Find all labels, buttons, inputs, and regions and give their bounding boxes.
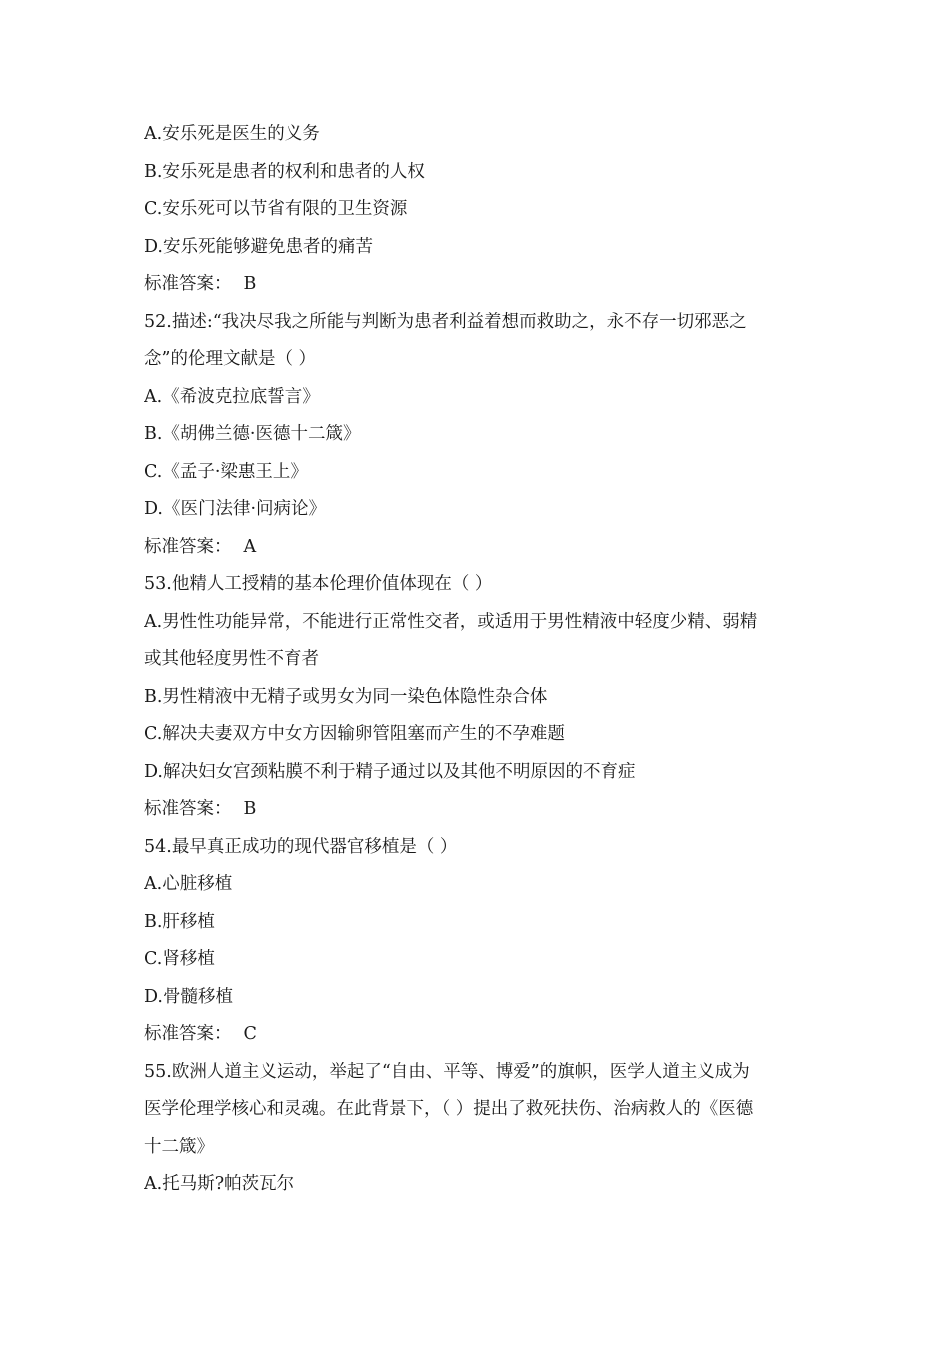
answer-label: 标准答案： (144, 799, 232, 819)
q54-stem: 54.最早真正成功的现代器官移植是（ ） (144, 836, 458, 857)
document-page (144, 116, 812, 1204)
q51-option-b: B.安乐死是患者的权利和患者的人权 (144, 161, 425, 182)
answer-label: 标准答案： (144, 1024, 232, 1044)
q53-option-d: D.解决妇女宫颈粘膜不利于精子通过以及其他不明原因的不育症 (144, 761, 636, 782)
q53-option-c: C.解决夫妻双方中女方因输卵管阻塞而产生的不孕难题 (144, 724, 565, 744)
q51-option-c: C.安乐死可以节省有限的卫生资源 (144, 199, 408, 219)
q52-option-c: C.《孟子·梁惠王上》 (144, 461, 308, 482)
q55-option-a: A.托马斯?帕茨瓦尔 (144, 1174, 295, 1194)
q54-option-a: A.心脏移植 (144, 874, 233, 894)
q55-stem-line-3: 十二箴》 (144, 1136, 214, 1157)
q53-answer (144, 791, 812, 829)
q52-stem-line-2: 念”的伦理文献是（ ） (144, 349, 317, 369)
q52-option-b: B.《胡佛兰德·医德十二箴》 (144, 424, 361, 444)
answer-value: B (243, 274, 257, 294)
q52-answer (144, 529, 812, 567)
q53-stem: 53.他精人工授精的基本伦理价值体现在（ ） (144, 574, 493, 594)
q54-option-b: B.肝移植 (144, 911, 215, 932)
q53-option-b: B.男性精液中无精子或男女为同一染色体隐性杂合体 (144, 686, 548, 707)
q54-option-d: D.骨髓移植 (144, 986, 233, 1007)
q52-stem-line-1: 52.描述:“我决尽我之所能与判断为患者利益着想而救助之，永不存一切邪恶之 (144, 311, 747, 332)
answer-label: 标准答案： (144, 274, 232, 294)
q54-option-c: C.肾移植 (144, 949, 215, 969)
answer-value: B (243, 799, 257, 819)
answer-value: A (243, 536, 257, 557)
q51-answer (144, 266, 812, 304)
q53-option-a-line-1: A.男性性功能异常，不能进行正常性交者，或适用于男性精液中轻度少精、弱精 (144, 611, 758, 632)
q52-option-d: D.《医门法律·问病论》 (144, 499, 327, 519)
q52-option-a: A.《希波克拉底誓言》 (144, 386, 320, 407)
q51-option-d: D.安乐死能够避免患者的痛苦 (144, 236, 373, 257)
q55-stem-line-1: 55.欧洲人道主义运动，举起了“自由、平等、博爱”的旗帜，医学人道主义成为 (144, 1061, 750, 1082)
answer-label: 标准答案： (144, 536, 232, 557)
answer-value: C (243, 1024, 257, 1044)
q53-option-a-line-2: 或其他轻度男性不育者 (144, 649, 319, 669)
q54-answer (144, 1016, 812, 1054)
q55-stem-line-2: 医学伦理学核心和灵魂。在此背景下，（ ）提出了救死扶伤、治病救人的《医德 (144, 1099, 754, 1119)
q51-option-a: A.安乐死是医生的义务 (144, 124, 320, 144)
